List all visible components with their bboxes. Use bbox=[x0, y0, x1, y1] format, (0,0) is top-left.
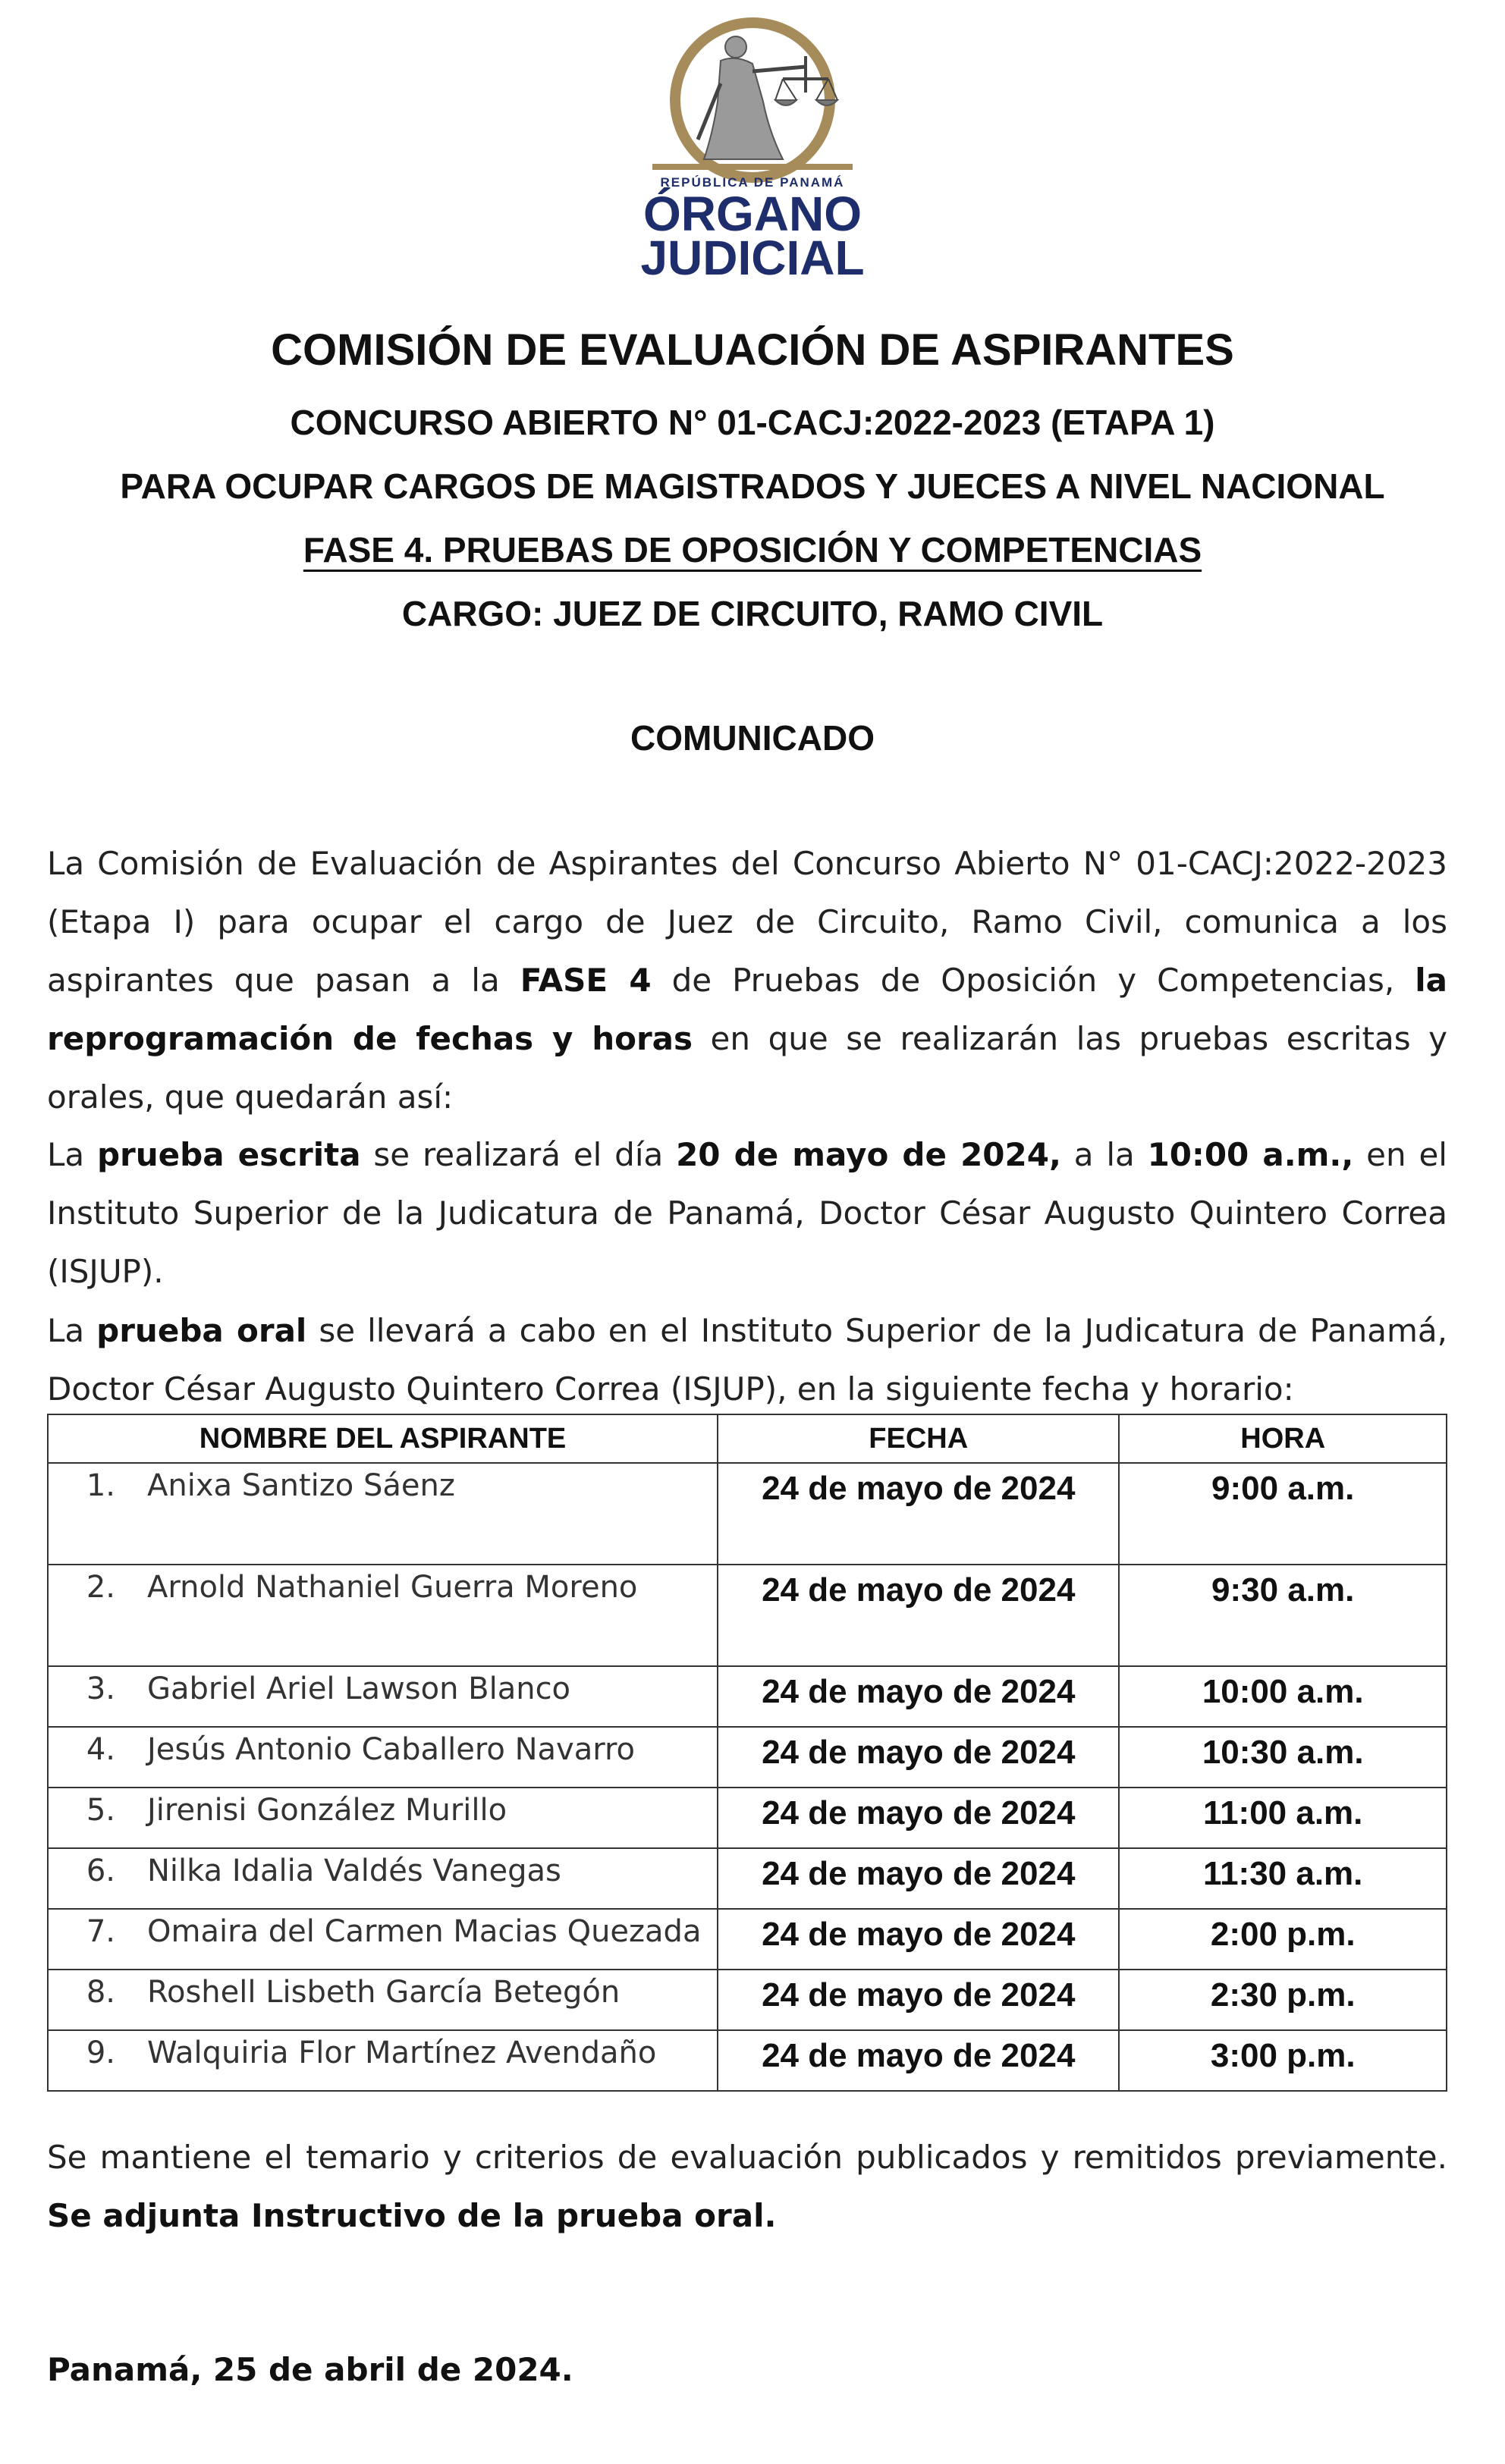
written-text-d: 20 de mayo de 2024, bbox=[676, 1136, 1061, 1173]
table-row bbox=[48, 1848, 1447, 1909]
date-cell: 24 de mayo de 2024 bbox=[718, 1565, 1119, 1666]
candidate-cell bbox=[48, 1788, 718, 1848]
candidate-cell bbox=[48, 1666, 718, 1727]
intro-paragraph bbox=[47, 834, 1447, 1126]
date-cell: 24 de mayo de 2024 bbox=[718, 1788, 1119, 1848]
row-number: 5. bbox=[86, 1793, 115, 1828]
date-cell: 24 de mayo de 2024 bbox=[718, 1666, 1119, 1727]
date-cell: 24 de mayo de 2024 bbox=[718, 1727, 1119, 1788]
candidate-name: Jirenisi González Murillo bbox=[147, 1793, 507, 1828]
candidate-name: Omaira del Carmen Macias Quezada bbox=[147, 1914, 702, 1949]
date-cell: 24 de mayo de 2024 bbox=[718, 1970, 1119, 2030]
candidate-cell bbox=[48, 1848, 718, 1909]
closing-text-b: Se adjunta Instructivo de la prueba oral. bbox=[47, 2197, 777, 2234]
phase-text: FASE 4. PRUEBAS DE OPOSICIÓN Y COMPETENCIAS bbox=[303, 530, 1202, 570]
closing-text-a: Se mantiene el temario y criterios de evaluación publicados y remitidos previamente. bbox=[47, 2139, 1447, 2176]
time-cell: 3:00 p.m. bbox=[1119, 2030, 1447, 2091]
written-text-g: en el Instituto Superior de la Judicatura de Panamá, Doctor César Augusto Quintero Correa (ISJUP). bbox=[47, 1136, 1447, 1290]
header-date: FECHA bbox=[718, 1414, 1119, 1463]
phase-line bbox=[0, 529, 1505, 570]
row-number: 7. bbox=[86, 1914, 115, 1949]
table-row bbox=[48, 1463, 1447, 1565]
written-text-a: La bbox=[47, 1136, 97, 1173]
oral-text-b: prueba oral bbox=[96, 1312, 307, 1349]
intro-text-d: la reprogramación de fechas y horas bbox=[47, 962, 1447, 1057]
purpose-line: PARA OCUPAR CARGOS DE MAGISTRADOS Y JUECES A NIVEL NACIONAL bbox=[120, 466, 1385, 506]
candidate-cell bbox=[48, 1909, 718, 1970]
time-cell: 2:00 p.m. bbox=[1119, 1909, 1447, 1970]
date-cell: 24 de mayo de 2024 bbox=[718, 1463, 1119, 1565]
header-time: HORA bbox=[1119, 1414, 1447, 1463]
oral-text-a: La bbox=[47, 1312, 97, 1349]
candidate-cell bbox=[48, 1565, 718, 1666]
written-text-b: prueba escrita bbox=[96, 1136, 361, 1173]
written-text-c: se realizará el día bbox=[360, 1136, 677, 1173]
row-number: 9. bbox=[86, 2036, 115, 2070]
header-name: NOMBRE DEL ASPIRANTE bbox=[48, 1414, 718, 1463]
organo-judicial-logo bbox=[607, 11, 898, 284]
concurso-line: CONCURSO ABIERTO N° 01-CACJ:2022-2023 (ETAPA 1) bbox=[290, 403, 1215, 442]
time-cell: 9:00 a.m. bbox=[1119, 1463, 1447, 1565]
table-row bbox=[48, 1909, 1447, 1970]
candidate-name: Arnold Nathaniel Guerra Moreno bbox=[147, 1570, 638, 1605]
candidate-name: Roshell Lisbeth García Betegón bbox=[147, 1975, 621, 2010]
time-cell: 10:00 a.m. bbox=[1119, 1666, 1447, 1727]
oral-text-c: se llevará a cabo en el Instituto Superior de la Judicatura de Panamá, Doctor César Augusto Quintero Correa (ISJUP), en la siguiente fecha y horario: bbox=[47, 1312, 1447, 1408]
row-number: 2. bbox=[86, 1570, 115, 1605]
place-date: Panamá, 25 de abril de 2024. bbox=[47, 2351, 573, 2388]
cargo-line: CARGO: JUEZ DE CIRCUITO, RAMO CIVIL bbox=[401, 594, 1104, 633]
candidate-name: Anixa Santizo Sáenz bbox=[147, 1468, 455, 1503]
candidate-name: Jesús Antonio Caballero Navarro bbox=[147, 1732, 636, 1767]
table-row bbox=[48, 1727, 1447, 1788]
row-number: 6. bbox=[86, 1853, 115, 1888]
logo-judicial: JUDICIAL bbox=[640, 231, 865, 284]
time-cell: 9:30 a.m. bbox=[1119, 1565, 1447, 1666]
time-cell: 11:30 a.m. bbox=[1119, 1848, 1447, 1909]
oral-test-paragraph bbox=[47, 1301, 1447, 1418]
candidate-name: Walquiria Flor Martínez Avendaño bbox=[147, 2036, 657, 2070]
row-number: 4. bbox=[86, 1732, 115, 1767]
row-number: 8. bbox=[86, 1975, 115, 2010]
written-text-e: a la bbox=[1060, 1136, 1148, 1173]
date-cell: 24 de mayo de 2024 bbox=[718, 1909, 1119, 1970]
candidate-name: Gabriel Ariel Lawson Blanco bbox=[147, 1671, 571, 1706]
written-test-paragraph bbox=[47, 1125, 1447, 1301]
intro-text-c: de Pruebas de Oposición y Competencias, bbox=[651, 962, 1415, 999]
oral-schedule-table bbox=[47, 1414, 1447, 2092]
date-cell: 24 de mayo de 2024 bbox=[718, 1848, 1119, 1909]
candidate-cell bbox=[48, 1727, 718, 1788]
table-row bbox=[48, 1666, 1447, 1727]
comunicado-heading: COMUNICADO bbox=[630, 718, 875, 758]
candidate-cell bbox=[48, 1463, 718, 1565]
closing-paragraph bbox=[47, 2128, 1447, 2245]
intro-text-e: en que se realizarán las pruebas escritas y orales, que quedarán así: bbox=[47, 1020, 1447, 1116]
table-row bbox=[48, 1565, 1447, 1666]
row-number: 3. bbox=[86, 1671, 115, 1706]
candidate-name: Nilka Idalia Valdés Vanegas bbox=[147, 1853, 561, 1888]
logo-republica: REPÚBLICA DE PANAMÁ bbox=[660, 175, 845, 190]
candidate-cell bbox=[48, 2030, 718, 2091]
table-row bbox=[48, 2030, 1447, 2091]
commission-title: COMISIÓN DE EVALUACIÓN DE ASPIRANTES bbox=[271, 325, 1234, 375]
row-number: 1. bbox=[86, 1468, 115, 1503]
written-text-f: 10:00 a.m., bbox=[1147, 1136, 1354, 1173]
table-row bbox=[48, 1788, 1447, 1848]
logo-organo: ÓRGANO bbox=[643, 187, 862, 241]
date-cell: 24 de mayo de 2024 bbox=[718, 2030, 1119, 2091]
table-row bbox=[48, 1970, 1447, 2030]
time-cell: 2:30 p.m. bbox=[1119, 1970, 1447, 2030]
candidate-cell bbox=[48, 1970, 718, 2030]
intro-text-b: FASE 4 bbox=[520, 962, 652, 999]
time-cell: 10:30 a.m. bbox=[1119, 1727, 1447, 1788]
time-cell: 11:00 a.m. bbox=[1119, 1788, 1447, 1848]
intro-text-a: La Comisión de Evaluación de Aspirantes del Concurso Abierto N° 01-CACJ:2022-2023 (Etapa I) para ocupar el cargo de Juez de Circuito, Ramo Civil, comunica a los aspirantes que pasan a la bbox=[47, 845, 1447, 999]
